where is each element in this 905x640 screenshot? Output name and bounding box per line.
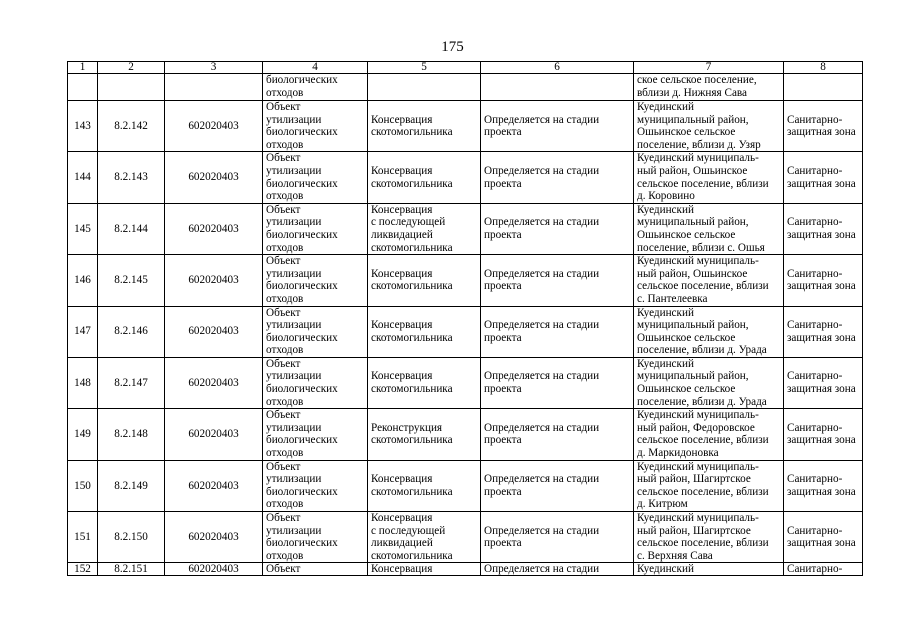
text-line: биологических: [266, 228, 338, 241]
object-name-cell: [263, 512, 368, 563]
text-line: скотомогильника: [371, 434, 453, 447]
text-line: д. Китрюм: [637, 498, 688, 511]
classifier-code-cell: 602020403: [165, 563, 263, 576]
classifier-code-cell: 602020403: [165, 357, 263, 408]
location-cell: [634, 357, 784, 408]
code-cell: 8.2.146: [98, 306, 165, 357]
action-cell: [368, 357, 481, 408]
text-line: отходов: [266, 344, 304, 357]
location-cell: [634, 306, 784, 357]
action-cell: [368, 512, 481, 563]
object-name-cell: [263, 203, 368, 254]
table-row: [68, 101, 863, 152]
zone-cell: [784, 512, 863, 563]
table-row: [68, 203, 863, 254]
classifier-code-cell: 602020403: [165, 203, 263, 254]
text-line: Консервация: [371, 164, 433, 177]
code-cell: 8.2.148: [98, 409, 165, 460]
zone-cell: [784, 409, 863, 460]
location-cell: [634, 460, 784, 511]
action-cell: [368, 101, 481, 152]
text-line: поселение, вблизи д. Узяр: [637, 138, 761, 151]
text-line: Куединский муниципаль-: [637, 460, 759, 473]
action-cell: [368, 255, 481, 306]
row-number-cell: 143: [68, 101, 98, 152]
text-line: Куединский: [637, 306, 694, 319]
text-line: биологических: [266, 126, 338, 139]
zone-cell: [784, 306, 863, 357]
text-line: биологических: [266, 74, 338, 86]
empty-cell: [68, 74, 98, 101]
zone-cell: [784, 357, 863, 408]
table-row: [68, 306, 863, 357]
text-line: защитная зона: [787, 126, 856, 139]
text-line: вблизи д. Нижняя Сава: [637, 86, 748, 99]
text-line: сельское поселение, вблизи: [637, 485, 769, 498]
text-line: ликвидацией: [371, 537, 433, 550]
text-line: Санитарно-: [787, 370, 843, 383]
code-cell: 8.2.150: [98, 512, 165, 563]
row-number-cell: 150: [68, 460, 98, 511]
action-cell: [368, 152, 481, 203]
row-number-cell: 144: [68, 152, 98, 203]
code-cell: 8.2.147: [98, 357, 165, 408]
text-line: биологических: [266, 331, 338, 344]
table-row: [68, 409, 863, 460]
column-number-row: [68, 62, 863, 74]
column-number: 2: [98, 62, 165, 74]
text-line: муниципальный район,: [637, 216, 749, 229]
row-number-cell: 147: [68, 306, 98, 357]
text-line: утилизации: [266, 113, 322, 126]
classifier-code-cell: 602020403: [165, 409, 263, 460]
term-cell: [481, 306, 634, 357]
text-line: Санитарно-: [787, 113, 843, 126]
row-number-cell: 152: [68, 563, 98, 576]
text-line: Консервация: [371, 473, 433, 486]
text-line: сельское поселение, вблизи: [637, 177, 769, 190]
empty-cell: [165, 74, 263, 101]
text-line: проекта: [484, 331, 522, 344]
text-line: муниципальный район,: [637, 319, 749, 332]
text-line: поселение, вблизи д. Урада: [637, 344, 767, 357]
text-line: Консервация: [371, 370, 433, 383]
table-row: [68, 460, 863, 511]
zone-cell: [784, 152, 863, 203]
text-line: отходов: [266, 292, 304, 305]
text-line: с. Верхняя Сава: [637, 549, 713, 562]
object-name-cell: [263, 306, 368, 357]
object-name-cell: [263, 255, 368, 306]
row-number-cell: 151: [68, 512, 98, 563]
text-line: защитная зона: [787, 331, 856, 344]
classifier-code-cell: 602020403: [165, 152, 263, 203]
column-number: 5: [368, 62, 481, 74]
text-line: Определяется на стадии: [484, 319, 600, 332]
location-cell: [634, 74, 784, 101]
text-line: утилизации: [266, 473, 322, 486]
code-cell: 8.2.145: [98, 255, 165, 306]
text-line: ный район, Шагиртское: [637, 473, 751, 486]
text-line: Ошьинское сельское: [637, 228, 736, 241]
empty-cell: [368, 74, 481, 101]
text-line: Определяется на стадии: [484, 267, 600, 280]
action-cell: [368, 409, 481, 460]
text-line: утилизации: [266, 267, 322, 280]
object-name-cell: [263, 409, 368, 460]
text-line: защитная зона: [787, 485, 856, 498]
action-cell: Консервация: [368, 563, 481, 576]
term-cell: [481, 203, 634, 254]
text-line: биологических: [266, 383, 338, 396]
text-line: с последующей: [371, 216, 446, 229]
text-line: Определяется на стадии: [484, 524, 600, 537]
text-line: Ошьинское сельское: [637, 331, 736, 344]
text-line: отходов: [266, 447, 304, 460]
action-cell: [368, 460, 481, 511]
term-cell: Определяется на стадии: [481, 563, 634, 576]
text-line: проекта: [484, 228, 522, 241]
term-cell: [481, 255, 634, 306]
text-line: проекта: [484, 485, 522, 498]
text-line: муниципальный район,: [637, 113, 749, 126]
text-line: защитная зона: [787, 280, 856, 293]
action-cell: [368, 306, 481, 357]
code-cell: 8.2.142: [98, 101, 165, 152]
location-cell: [634, 409, 784, 460]
empty-cell: [98, 74, 165, 101]
text-line: защитная зона: [787, 434, 856, 447]
text-line: биологических: [266, 485, 338, 498]
text-line: скотомогильника: [371, 549, 453, 562]
table-row: [68, 255, 863, 306]
text-line: проекта: [484, 177, 522, 190]
text-line: Ошьинское сельское: [637, 126, 736, 139]
text-line: с. Пантелеевка: [637, 292, 708, 305]
classifier-code-cell: 602020403: [165, 101, 263, 152]
text-line: Консервация: [371, 203, 433, 216]
zone-cell: [784, 203, 863, 254]
text-line: Куединский муниципаль-: [637, 255, 759, 268]
text-line: проекта: [484, 383, 522, 396]
zone-cell: [784, 460, 863, 511]
column-number: 8: [784, 62, 863, 74]
location-cell: Куединский: [634, 563, 784, 576]
text-line: скотомогильника: [371, 126, 453, 139]
column-number: 6: [481, 62, 634, 74]
text-line: ный район, Федоровское: [637, 421, 755, 434]
table-row: [68, 152, 863, 203]
text-line: Санитарно-: [787, 473, 843, 486]
continuation-row: [68, 74, 863, 101]
text-line: скотомогильника: [371, 331, 453, 344]
text-line: отходов: [266, 498, 304, 511]
register-table: [67, 61, 863, 576]
text-line: Объект: [266, 409, 301, 422]
text-line: Определяется на стадии: [484, 113, 600, 126]
row-number-cell: 146: [68, 255, 98, 306]
text-line: Определяется на стадии: [484, 370, 600, 383]
text-line: биологических: [266, 537, 338, 550]
text-line: защитная зона: [787, 383, 856, 396]
term-cell: [481, 152, 634, 203]
text-line: проекта: [484, 537, 522, 550]
text-line: проекта: [484, 126, 522, 139]
text-line: скотомогильника: [371, 485, 453, 498]
text-line: Объект: [266, 306, 301, 319]
text-line: ный район, Ошьинское: [637, 164, 748, 177]
text-line: утилизации: [266, 164, 322, 177]
code-cell: 8.2.149: [98, 460, 165, 511]
text-line: Санитарно-: [787, 421, 843, 434]
text-line: д. Маркидоновка: [637, 447, 719, 460]
row-number-cell: 148: [68, 357, 98, 408]
text-line: Консервация: [371, 512, 433, 524]
object-name-cell: [263, 101, 368, 152]
text-line: отходов: [266, 86, 304, 99]
page-number: 175: [441, 39, 464, 55]
text-line: д. Коровино: [637, 190, 695, 203]
text-line: защитная зона: [787, 177, 856, 190]
location-cell: [634, 101, 784, 152]
text-line: Куединский муниципаль-: [637, 152, 759, 165]
text-line: Куединский муниципаль-: [637, 512, 759, 524]
text-line: Куединский: [637, 203, 694, 216]
code-cell: 8.2.151: [98, 563, 165, 576]
text-line: скотомогильника: [371, 383, 453, 396]
text-line: Определяется на стадии: [484, 216, 600, 229]
text-line: защитная зона: [787, 537, 856, 550]
object-name-cell: [263, 460, 368, 511]
term-cell: [481, 357, 634, 408]
text-line: отходов: [266, 395, 304, 408]
term-cell: [481, 460, 634, 511]
text-line: утилизации: [266, 370, 322, 383]
text-line: Объект: [266, 357, 301, 370]
code-cell: 8.2.144: [98, 203, 165, 254]
term-cell: [481, 512, 634, 563]
text-line: Санитарно-: [787, 524, 843, 537]
text-line: Объект: [266, 101, 301, 113]
classifier-code-cell: 602020403: [165, 512, 263, 563]
text-line: Объект: [266, 512, 301, 524]
text-line: отходов: [266, 241, 304, 254]
classifier-code-cell: 602020403: [165, 306, 263, 357]
term-cell: [481, 409, 634, 460]
text-line: утилизации: [266, 319, 322, 332]
text-line: Консервация: [371, 319, 433, 332]
text-line: ный район, Ошьинское: [637, 267, 748, 280]
text-line: с последующей: [371, 524, 446, 537]
row-number-cell: 149: [68, 409, 98, 460]
location-cell: [634, 203, 784, 254]
text-line: утилизации: [266, 524, 322, 537]
text-line: Санитарно-: [787, 164, 843, 177]
text-line: утилизации: [266, 421, 322, 434]
text-line: Определяется на стадии: [484, 164, 600, 177]
zone-cell: [784, 101, 863, 152]
code-cell: 8.2.143: [98, 152, 165, 203]
object-name-cell: [263, 152, 368, 203]
object-name-cell: [263, 74, 368, 101]
text-line: ское сельское поселение,: [637, 74, 757, 86]
text-line: защитная зона: [787, 228, 856, 241]
column-number: 3: [165, 62, 263, 74]
empty-cell: [784, 74, 863, 101]
text-line: биологических: [266, 434, 338, 447]
text-line: отходов: [266, 549, 304, 562]
empty-cell: [481, 74, 634, 101]
text-line: скотомогильника: [371, 280, 453, 293]
text-line: Ошьинское сельское: [637, 383, 736, 396]
term-cell: [481, 101, 634, 152]
object-name-cell: Объект: [263, 563, 368, 576]
text-line: Куединский муниципаль-: [637, 409, 759, 422]
location-cell: [634, 512, 784, 563]
text-line: ликвидацией: [371, 228, 433, 241]
row-number-cell: 145: [68, 203, 98, 254]
text-line: поселение, вблизи с. Ошья: [637, 241, 765, 254]
text-line: Санитарно-: [787, 267, 843, 280]
text-line: утилизации: [266, 216, 322, 229]
text-line: скотомогильника: [371, 177, 453, 190]
object-name-cell: [263, 357, 368, 408]
text-line: Объект: [266, 152, 301, 165]
table-row: [68, 357, 863, 408]
text-line: сельское поселение, вблизи: [637, 280, 769, 293]
location-cell: [634, 152, 784, 203]
text-line: отходов: [266, 190, 304, 203]
text-line: Куединский: [637, 101, 694, 113]
text-line: сельское поселение, вблизи: [637, 434, 769, 447]
text-line: Консервация: [371, 113, 433, 126]
text-line: Санитарно-: [787, 319, 843, 332]
text-line: Определяется на стадии: [484, 473, 600, 486]
text-line: поселение, вблизи д. Урада: [637, 395, 767, 408]
zone-cell: Санитарно-: [784, 563, 863, 576]
action-cell: [368, 203, 481, 254]
text-line: биологических: [266, 280, 338, 293]
text-line: скотомогильника: [371, 241, 453, 254]
text-line: Реконструкция: [371, 421, 443, 434]
text-line: муниципальный район,: [637, 370, 749, 383]
text-line: Объект: [266, 460, 301, 473]
text-line: проекта: [484, 280, 522, 293]
text-line: проекта: [484, 434, 522, 447]
text-line: Объект: [266, 203, 301, 216]
zone-cell: [784, 255, 863, 306]
column-number: 4: [263, 62, 368, 74]
table-row: [68, 512, 863, 563]
text-line: Определяется на стадии: [484, 421, 600, 434]
text-line: Консервация: [371, 267, 433, 280]
text-line: биологических: [266, 177, 338, 190]
classifier-code-cell: 602020403: [165, 255, 263, 306]
text-line: Санитарно-: [787, 216, 843, 229]
text-line: сельское поселение, вблизи: [637, 537, 769, 550]
text-line: отходов: [266, 138, 304, 151]
text-line: Объект: [266, 255, 301, 268]
column-number: 1: [68, 62, 98, 74]
table-row: [68, 563, 863, 576]
classifier-code-cell: 602020403: [165, 460, 263, 511]
text-line: ный район, Шагиртское: [637, 524, 751, 537]
text-line: Куединский: [637, 357, 694, 370]
column-number: 7: [634, 62, 784, 74]
location-cell: [634, 255, 784, 306]
